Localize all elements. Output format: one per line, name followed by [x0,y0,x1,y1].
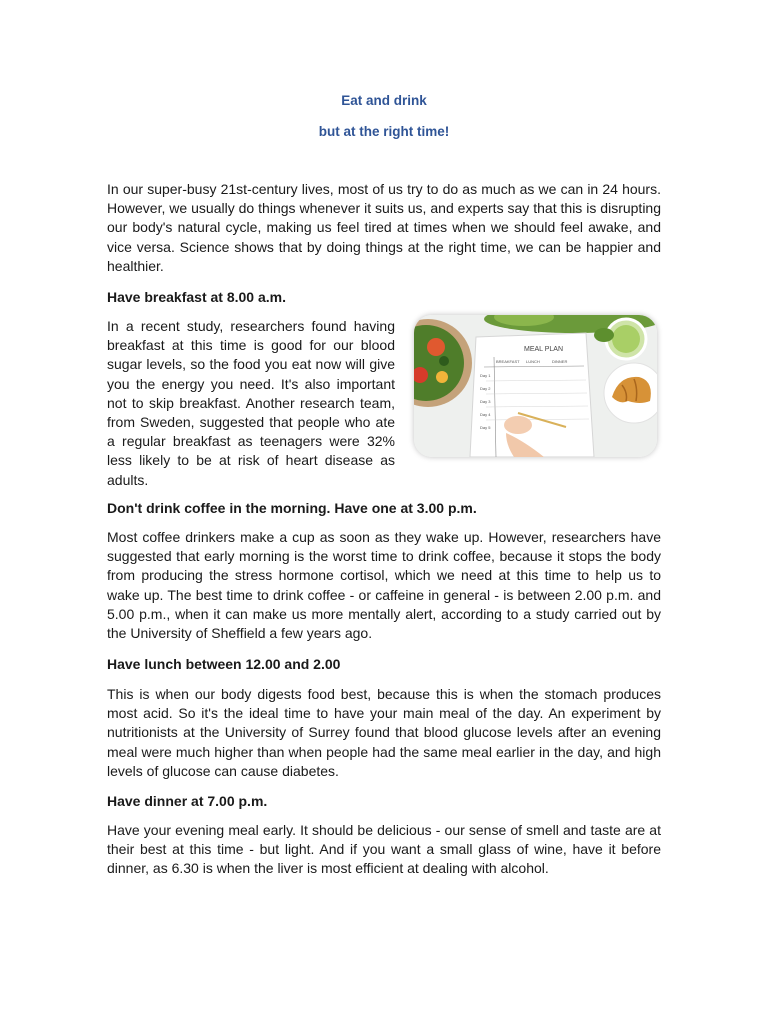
section-body-dinner: Have your evening meal early. It should be delicious - our sense of smell and taste are at their best at this time - but light. And if you want a small glass of wine, have it before dinner, as 6.30 is when the liver is most efficient at dealing with alcohol. [107,822,661,877]
svg-text:BREAKFAST: BREAKFAST [496,359,520,364]
svg-text:DINNER: DINNER [552,359,568,364]
svg-text:Day 1: Day 1 [480,373,491,378]
svg-text:MEAL PLAN: MEAL PLAN [524,346,564,353]
meal-plan-photo [414,315,657,457]
section-body-coffee: Most coffee drinkers make a cup as soon as they wake up. However, researchers have suggested that early morning is the worst time to drink coffee, because it stops the body from producing the stress hormone cortisol, which we need at this time to help us to wake up. The best time to drink coffee - or caffeine in general - is between 2.00 p.m. and 5.00 p.m., when it can make us more mentally alert, according to a study carried out by the University of Sheffield a few years ago. [107,529,661,642]
section-heading-dinner: Have dinner at 7.00 p.m. [107,793,268,809]
svg-text:Day 5: Day 5 [480,425,491,430]
intro-paragraph: In our super-busy 21st-century lives, most of us try to do as much as we can in 24 hours. However, we usually do things whenever it suits us, and experts say that this is disrupting our body's natural cycle, making us feel tired at times when we should feel awake, and vice versa. Science shows that by doing things at the right time, we can be happier and healthier. [107,181,661,274]
section-body-lunch: This is when our body digests food best, because this is when the stomach produces most acid. So it's the ideal time to have your main meal of the day. An experiment by nutritionists at the University of Surrey found that blood glucose levels after an evening meal were much higher than when people had the same meal earlier in the day, and high levels of glucose can cause diabetes. [107,686,661,779]
section-heading-coffee: Don't drink coffee in the morning. Have one at 3.00 p.m. [107,500,477,516]
section-heading-lunch: Have lunch between 12.00 and 2.00 [107,656,341,672]
svg-text:Day 4: Day 4 [480,412,491,417]
section-body-breakfast: In a recent study, researchers found having breakfast at this time is good for our blood sugar levels, so the food you eat now will give you the energy you need. It's also important not to skip breakfast. Another research team, from Sweden, suggested that people who ate a regular breakfast as teenagers were 32% less likely to be at risk of heart disease as adults. [107,318,395,488]
svg-text:Day 3: Day 3 [480,399,491,404]
article-title: Eat and drink [341,93,427,108]
svg-text:LUNCH: LUNCH [526,359,540,364]
meal-plan-sheet [470,333,594,457]
svg-text:Day 2: Day 2 [480,386,491,391]
section-heading-breakfast: Have breakfast at 8.00 a.m. [107,289,286,305]
article-subtitle: but at the right time! [318,124,450,139]
